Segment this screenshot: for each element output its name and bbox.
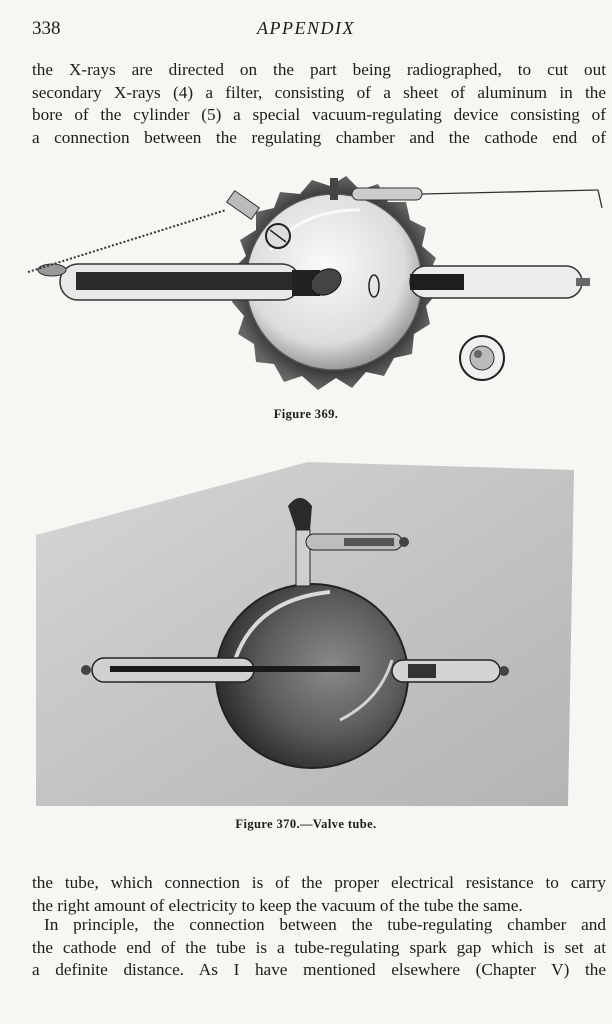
text-line: the cathode end of the tube is a tube-regulating spark gap which is set at bbox=[32, 937, 606, 957]
text-line: bore of the cylinder (5) a special vacuum-regulating device consisting of bbox=[32, 105, 606, 124]
paragraph-resistance bbox=[32, 872, 606, 917]
text-line: the right amount of electricity to keep the vacuum of the tube the same. bbox=[32, 895, 523, 915]
figure-370-caption: Figure 370.—Valve tube. bbox=[235, 817, 377, 831]
text-line: a definite distance. As I have mentioned elsewhere (Chapter V) the bbox=[32, 960, 606, 979]
figure-369-illustration bbox=[0, 160, 612, 400]
text-line: In principle, the connection between the tube-regulating chamber and bbox=[44, 915, 606, 934]
text-line: the X-rays are directed on the part being radiographed, to cut out bbox=[32, 60, 606, 79]
text-line: secondary X-rays (4) a filter, consisting of a sheet of aluminum in the bbox=[32, 82, 606, 102]
paragraph-spark-gap bbox=[32, 914, 606, 982]
running-head: APPENDIX bbox=[257, 18, 355, 38]
figure-369-caption: Figure 369. bbox=[273, 407, 339, 421]
text-line: the tube, which connection is of the proper electrical resistance to carry bbox=[32, 873, 606, 892]
text-line: a connection between the regulating chamber and the cathode end of bbox=[32, 127, 606, 147]
page-number: 338 bbox=[32, 18, 61, 39]
figure-370-photo bbox=[0, 460, 612, 810]
paragraph-intro bbox=[32, 59, 606, 149]
